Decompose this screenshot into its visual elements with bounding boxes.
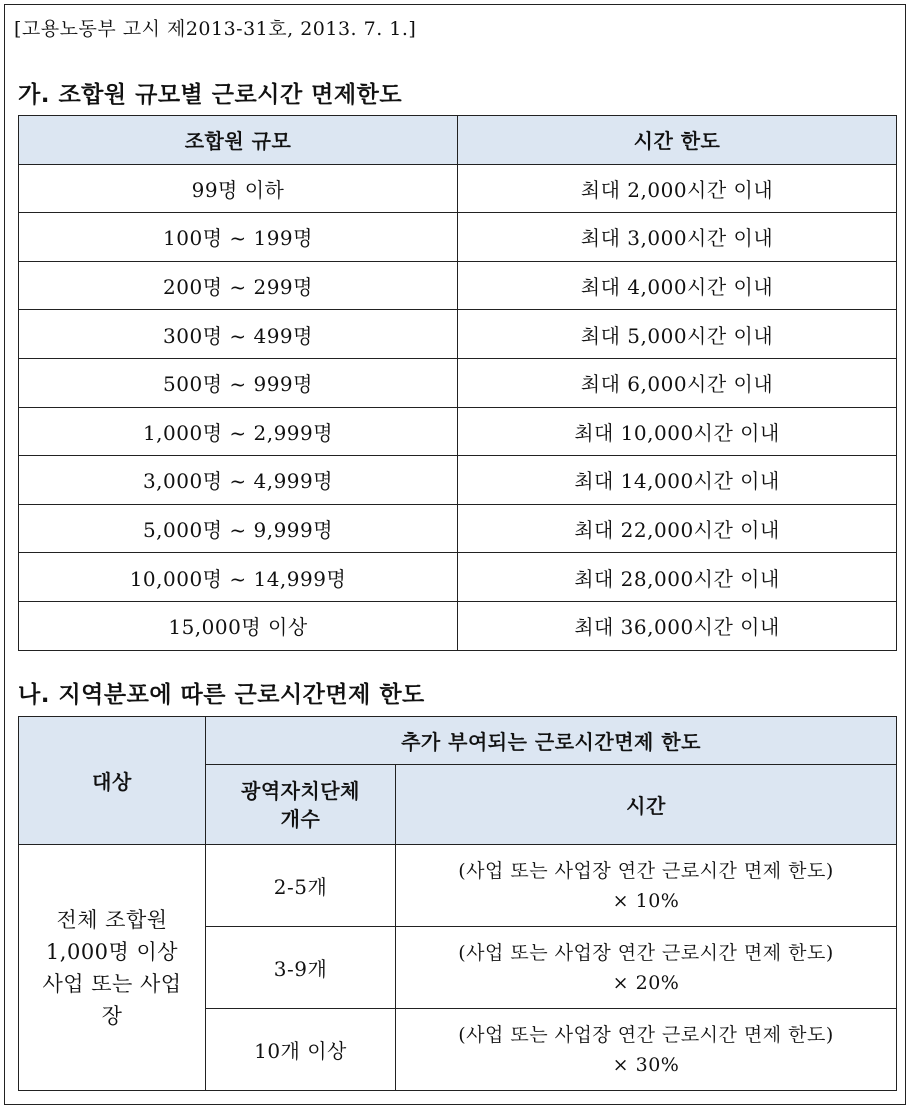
header-additional-limit: 추가 부여되는 근로시간면제 한도 bbox=[206, 717, 897, 765]
region-count-cell: 10개 이상 bbox=[206, 1009, 396, 1091]
rate-text: × 30% bbox=[612, 1053, 680, 1076]
table-row bbox=[19, 504, 897, 553]
rate-text: × 10% bbox=[612, 889, 680, 912]
time-limit-cell: 최대 3,000시간 이내 bbox=[458, 213, 897, 262]
formula-text: (사업 또는 사업장 연간 근로시간 면제 한도) bbox=[458, 859, 834, 882]
union-size-limit-table bbox=[18, 115, 897, 651]
regional-distribution-table bbox=[18, 716, 897, 1091]
formula-text: (사업 또는 사업장 연간 근로시간 면제 한도) bbox=[458, 1023, 834, 1046]
formula-text: (사업 또는 사업장 연간 근로시간 면제 한도) bbox=[458, 941, 834, 964]
time-formula-cell bbox=[396, 845, 897, 927]
union-size-cell: 15,000명 이상 bbox=[19, 601, 458, 650]
time-limit-cell: 최대 22,000시간 이내 bbox=[458, 504, 897, 553]
table-row bbox=[19, 261, 897, 310]
union-size-cell: 300명 ~ 499명 bbox=[19, 310, 458, 359]
rate-text: × 20% bbox=[612, 971, 680, 994]
section-b-title: 나. 지역분포에 따른 근로시간면제 한도 bbox=[18, 682, 425, 708]
notice-reference: [고용노동부 고시 제2013-31호, 2013. 7. 1.] bbox=[14, 18, 417, 40]
time-limit-cell: 최대 36,000시간 이내 bbox=[458, 601, 897, 650]
time-limit-cell: 최대 28,000시간 이내 bbox=[458, 553, 897, 602]
region-count-cell: 3-9개 bbox=[206, 927, 396, 1009]
time-formula-cell bbox=[396, 927, 897, 1009]
union-size-cell: 99명 이하 bbox=[19, 164, 458, 213]
table-row bbox=[19, 310, 897, 359]
time-limit-cell: 최대 4,000시간 이내 bbox=[458, 261, 897, 310]
union-size-cell: 5,000명 ~ 9,999명 bbox=[19, 504, 458, 553]
union-size-cell: 200명 ~ 299명 bbox=[19, 261, 458, 310]
table-row bbox=[19, 456, 897, 505]
time-limit-cell: 최대 10,000시간 이내 bbox=[458, 407, 897, 456]
header-target: 대상 bbox=[19, 717, 206, 845]
table-header-row bbox=[19, 116, 897, 165]
table-header-row bbox=[19, 717, 897, 765]
table-row bbox=[19, 407, 897, 456]
union-size-cell: 3,000명 ~ 4,999명 bbox=[19, 456, 458, 505]
union-size-cell: 1,000명 ~ 2,999명 bbox=[19, 407, 458, 456]
section-a-title: 가. 조합원 규모별 근로시간 면제한도 bbox=[18, 82, 403, 108]
table-row bbox=[19, 358, 897, 407]
header-region-count: 광역자치단체 개수 bbox=[206, 765, 396, 845]
table-row bbox=[19, 845, 897, 927]
time-limit-cell: 최대 5,000시간 이내 bbox=[458, 310, 897, 359]
table-row bbox=[19, 213, 897, 262]
region-count-cell: 2-5개 bbox=[206, 845, 396, 927]
table-row bbox=[19, 601, 897, 650]
union-size-cell: 10,000명 ~ 14,999명 bbox=[19, 553, 458, 602]
time-limit-cell: 최대 14,000시간 이내 bbox=[458, 456, 897, 505]
time-limit-cell: 최대 6,000시간 이내 bbox=[458, 358, 897, 407]
table-row bbox=[19, 164, 897, 213]
target-cell: 전체 조합원 1,000명 이상 사업 또는 사업장 bbox=[19, 845, 206, 1091]
header-union-size: 조합원 규모 bbox=[19, 116, 458, 165]
time-limit-cell: 최대 2,000시간 이내 bbox=[458, 164, 897, 213]
header-time: 시간 bbox=[396, 765, 897, 845]
time-formula-cell bbox=[396, 1009, 897, 1091]
table-row bbox=[19, 553, 897, 602]
union-size-cell: 500명 ~ 999명 bbox=[19, 358, 458, 407]
union-size-cell: 100명 ~ 199명 bbox=[19, 213, 458, 262]
header-time-limit: 시간 한도 bbox=[458, 116, 897, 165]
